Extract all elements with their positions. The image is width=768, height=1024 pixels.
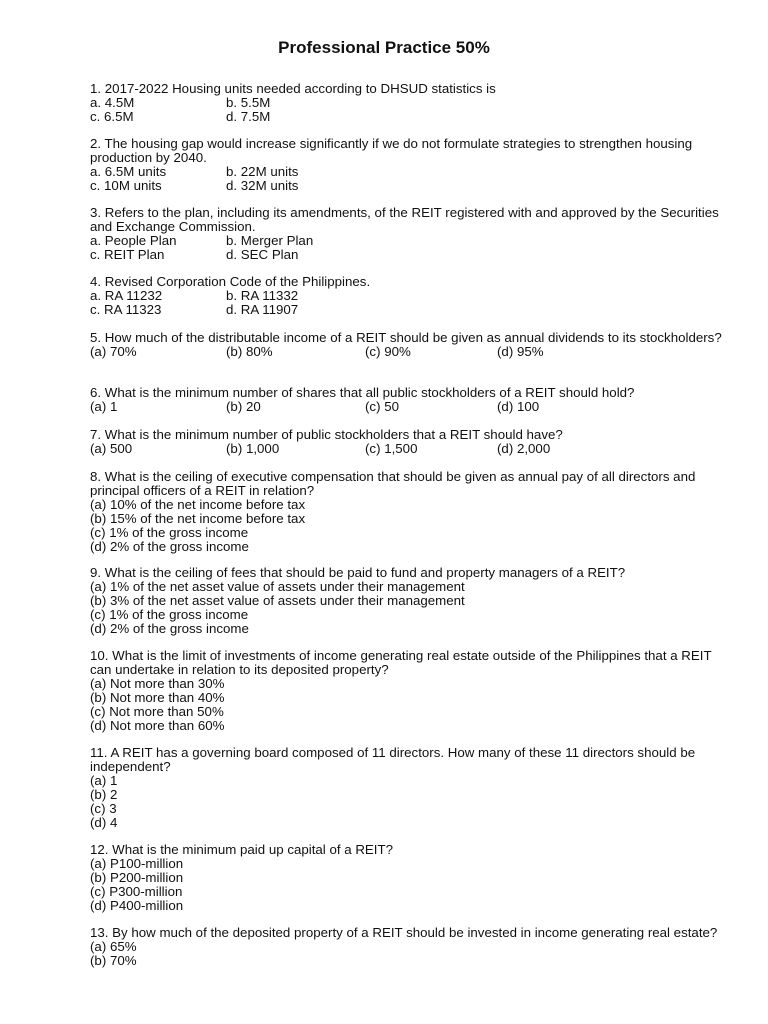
- option-d: (d) P400-million: [90, 897, 184, 913]
- option-b: (b) 1,000: [226, 440, 280, 456]
- option-c: c. 6.5M: [90, 108, 134, 124]
- option-c: c. REIT Plan: [90, 246, 165, 262]
- option-d: d. 32M units: [226, 177, 299, 193]
- option-b: b. 22M units: [226, 163, 299, 179]
- option-a: a. RA 11232: [90, 287, 163, 303]
- options-row: [90, 345, 730, 359]
- question-1: [90, 82, 730, 124]
- option-b: (b) P200-million: [90, 869, 184, 885]
- question-stem: 13. By how much of the deposited property of a REIT should be invested in income generating real estate?: [90, 925, 718, 940]
- question-7: [90, 428, 730, 456]
- option-c: (c) 90%: [365, 343, 411, 359]
- options-row: [90, 179, 730, 193]
- question-11: [90, 746, 730, 829]
- question-stem: 8. What is the ceiling of executive compensation that should be given as annual pay of all directors and principal officers of a REIT in relation?: [90, 469, 696, 498]
- option-a: a. 6.5M units: [90, 163, 167, 179]
- option-b: (b) Not more than 40%: [90, 689, 225, 705]
- option-c: (c) 1% of the gross income: [90, 606, 249, 622]
- question-stem: 4. Revised Corporation Code of the Philippines.: [90, 274, 371, 289]
- option-b: (b) 70%: [90, 952, 137, 968]
- option-a: (a) 70%: [90, 343, 137, 359]
- question-3: [90, 206, 730, 262]
- option-a: (a) 1% of the net asset value of assets under their management: [90, 578, 465, 594]
- option-c: (c) 1,500: [365, 440, 418, 456]
- option-d: (d) 95%: [497, 343, 544, 359]
- question-stem: 6. What is the minimum number of shares that all public stockholders of a REIT should hold?: [90, 385, 635, 400]
- options-row: [90, 96, 730, 110]
- option-c: (c) 1% of the gross income: [90, 524, 249, 540]
- option-c: (c) 50: [365, 398, 399, 414]
- option-b: b. 5.5M: [226, 94, 271, 110]
- question-5: [90, 331, 730, 359]
- option-b: b. Merger Plan: [226, 232, 314, 248]
- question-9: [90, 566, 730, 636]
- options-row: [90, 234, 730, 248]
- option-a: a. 4.5M: [90, 94, 135, 110]
- option-a: (a) 1: [90, 398, 118, 414]
- option-d: (d) 100: [497, 398, 540, 414]
- page-title: Professional Practice 50%: [278, 38, 490, 57]
- question-stem: 7. What is the minimum number of public stockholders that a REIT should have?: [90, 427, 563, 442]
- option-a: (a) 1: [90, 772, 118, 788]
- option-b: (b) 80%: [226, 343, 273, 359]
- option-d: (d) 2% of the gross income: [90, 620, 249, 636]
- question-10: [90, 649, 730, 732]
- question-4: [90, 275, 730, 317]
- option-c: c. RA 11323: [90, 301, 162, 317]
- option-b: (b) 20: [226, 398, 261, 414]
- options-row: [90, 303, 730, 317]
- option-d: (d) Not more than 60%: [90, 717, 225, 733]
- option-c: (c) 3: [90, 800, 117, 816]
- question-stem: 12. What is the minimum paid up capital of a REIT?: [90, 842, 394, 857]
- options-row: [90, 400, 730, 414]
- options-row: [90, 110, 730, 124]
- question-8: [90, 470, 730, 553]
- option-a: (a) P100-million: [90, 855, 184, 871]
- question-12: [90, 843, 730, 913]
- options-row: [90, 442, 730, 456]
- option-a: a. People Plan: [90, 232, 177, 248]
- option-b: b. RA 11332: [226, 287, 299, 303]
- question-2: [90, 137, 730, 193]
- option-c: c. 10M units: [90, 177, 162, 193]
- option-d: d. SEC Plan: [226, 246, 299, 262]
- question-6: [90, 386, 730, 414]
- question-stem: 11. A REIT has a governing board composed of 11 directors. How many of these 11 directors should be independent?: [90, 745, 696, 774]
- options-row: [90, 289, 730, 303]
- option-d: d. 7.5M: [226, 108, 271, 124]
- question-stem: 9. What is the ceiling of fees that should be paid to fund and property managers of a REIT?: [90, 565, 626, 580]
- question-13: [90, 926, 730, 968]
- option-c: (c) P300-million: [90, 883, 183, 899]
- option-d: (d) 2,000: [497, 440, 551, 456]
- question-stem: 2. The housing gap would increase significantly if we do not formulate strategies to strengthen housing production by 2040.: [90, 136, 693, 165]
- option-a: (a) 10% of the net income before tax: [90, 496, 306, 512]
- option-b: (b) 3% of the net asset value of assets under their management: [90, 592, 465, 608]
- option-c: (c) Not more than 50%: [90, 703, 224, 719]
- question-stem: 10. What is the limit of investments of income generating real estate outside of the Philippines that a REIT can undertake in relation to its deposited property?: [90, 648, 712, 677]
- option-d: (d) 2% of the gross income: [90, 538, 249, 554]
- option-d: d. RA 11907: [226, 301, 299, 317]
- question-stem: 3. Refers to the plan, including its amendments, of the REIT registered with and approved by the Securities and Exchange Commission.: [90, 205, 719, 234]
- option-b: (b) 15% of the net income before tax: [90, 510, 306, 526]
- options-row: [90, 248, 730, 262]
- option-a: (a) 500: [90, 440, 133, 456]
- options-row: [90, 165, 730, 179]
- question-stem: 5. How much of the distributable income of a REIT should be given as annual dividends to its stockholders?: [90, 330, 722, 345]
- question-stem: 1. 2017-2022 Housing units needed according to DHSUD statistics is: [90, 81, 496, 96]
- option-a: (a) 65%: [90, 938, 137, 954]
- option-a: (a) Not more than 30%: [90, 675, 225, 691]
- option-b: (b) 2: [90, 786, 118, 802]
- option-d: (d) 4: [90, 814, 118, 830]
